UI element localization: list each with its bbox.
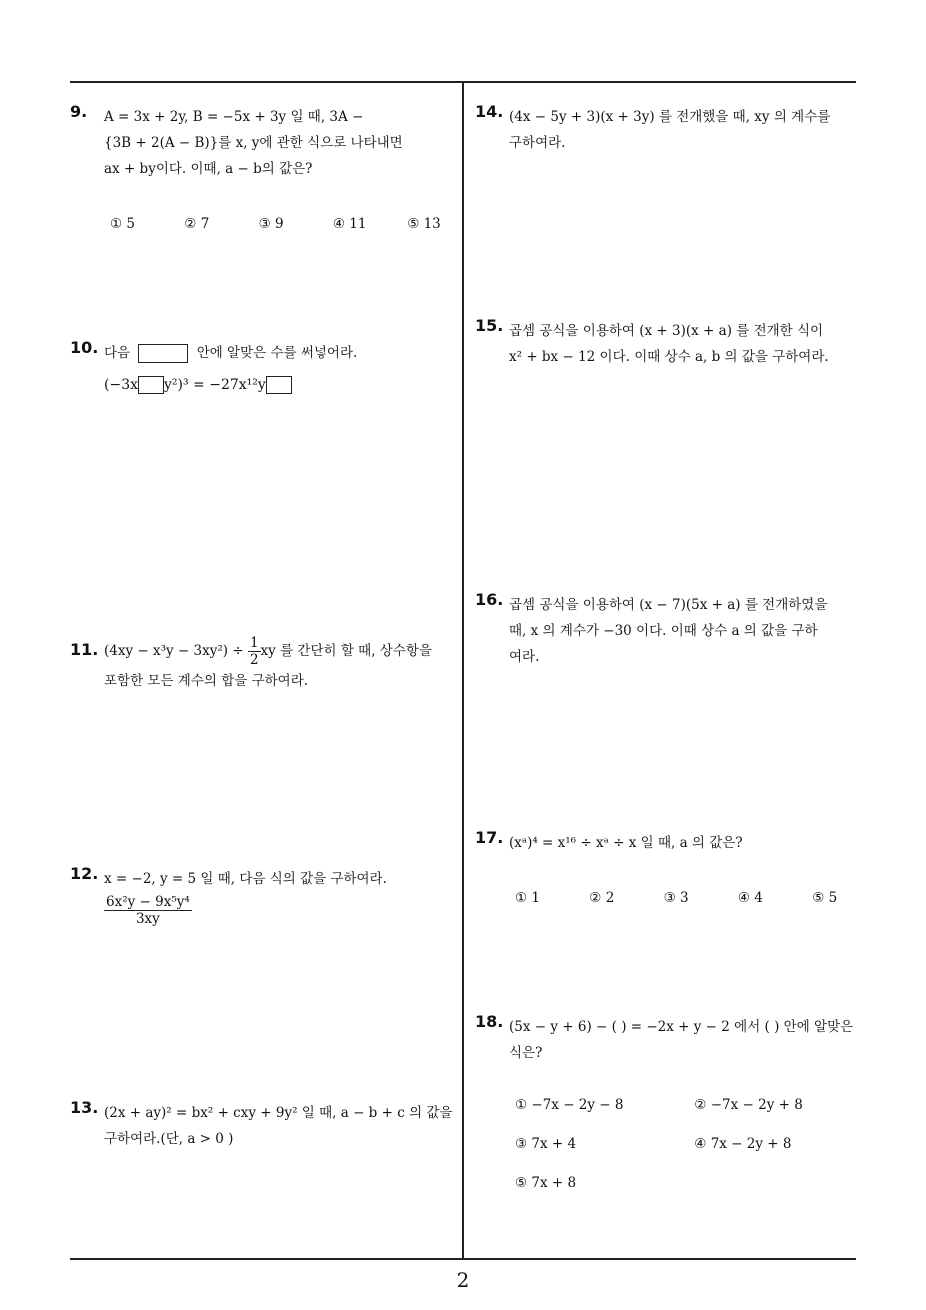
bottom-rule (70, 1258, 856, 1260)
choice-3[interactable]: ③ 7x + 4 (515, 1136, 577, 1152)
choice-4[interactable]: ④ 11 (332, 216, 367, 232)
expression-fraction (104, 894, 192, 927)
question-text-line: (xᵃ)⁴ = x¹⁶ ÷ xᵃ ÷ x 일 때, a 의 값은? (509, 835, 743, 851)
choice-5[interactable]: ⑤ 7x + 8 (515, 1175, 577, 1191)
question-number: 9. (70, 102, 88, 121)
question-text-line: 때, x 의 계수가 −30 이다. 이때 상수 a 의 값을 구하 (509, 623, 818, 639)
question-text-line: 구하여라.(단, a > 0 ) (104, 1131, 234, 1147)
question-text-line: x = −2, y = 5 일 때, 다음 식의 값을 구하여라. (104, 871, 387, 887)
choice-1[interactable]: ① 1 (515, 890, 540, 906)
choice-2[interactable]: ② 2 (589, 890, 615, 906)
question-number: 15. (475, 316, 504, 335)
question-number: 18. (475, 1012, 504, 1031)
choice-2[interactable]: ② −7x − 2y + 8 (694, 1097, 803, 1113)
question-text-line: 여라. (509, 649, 540, 665)
fraction-numerator: 1 (249, 635, 259, 651)
choice-3[interactable]: ③ 3 (663, 890, 689, 906)
choice-4[interactable]: ④ 4 (737, 890, 763, 906)
choice-3[interactable]: ③ 9 (258, 216, 284, 232)
question-number: 10. (70, 338, 99, 357)
question-text-line: 곱셈 공식을 이용하여 (x + 3)(x + a) 를 전개한 식이 (509, 323, 824, 339)
answer-box[interactable] (266, 376, 292, 394)
fraction-denominator: 3xy (135, 911, 160, 927)
question-text-line: x² + bx − 12 이다. 이때 상수 a, b 의 값을 구하여라. (509, 349, 829, 365)
fraction-denominator: 2 (249, 652, 259, 668)
choice-4[interactable]: ④ 7x − 2y + 8 (694, 1136, 792, 1152)
answer-box-icon (138, 344, 188, 363)
question-text: (4xy − x³y − 3xy²) ÷ (104, 643, 244, 659)
answer-choices (515, 1097, 803, 1113)
fraction-numerator: 6x²y − 9x⁵y⁴ (106, 894, 190, 910)
question-text-line: (5x − y + 6) − ( ) = −2x + y − 2 에서 ( ) 안에 알맞은 (509, 1019, 854, 1035)
question-number: 16. (475, 590, 504, 609)
choice-2[interactable]: ② 7 (184, 216, 210, 232)
question-number: 14. (475, 102, 504, 121)
question-text-line: ax + by이다. 이때, a − b의 값은? (104, 161, 313, 177)
equation-part: y²)³ = −27x¹²y (164, 377, 266, 393)
question-text: 안에 알맞은 수를 써넣어라. (196, 345, 358, 361)
question-number: 17. (475, 828, 504, 847)
choice-5[interactable]: ⑤ 5 (812, 890, 838, 906)
answer-choices (110, 216, 441, 232)
question-number: 12. (70, 864, 99, 883)
choice-1[interactable]: ① −7x − 2y − 8 (515, 1097, 624, 1113)
answer-choices (515, 1175, 576, 1191)
question-text-line: 포함한 모든 계수의 합을 구하여라. (104, 673, 309, 689)
question-text-line: 식은? (509, 1045, 543, 1061)
choice-5[interactable]: ⑤ 13 (407, 216, 441, 232)
question-text-line: (4x − 5y + 3)(x + 3y) 를 전개했을 때, xy 의 계수를 (509, 109, 831, 125)
question-text-line: (2x + ay)² = bx² + cxy + 9y² 일 때, a − b + c 의 값을 (104, 1105, 453, 1121)
question-text-line: 구하여라. (509, 135, 566, 151)
column-divider (462, 82, 464, 1259)
answer-choices (515, 1136, 792, 1152)
question-text-line: A = 3x + 2y, B = −5x + 3y 일 때, 3A − (104, 109, 364, 125)
choice-1[interactable]: ① 5 (110, 216, 135, 232)
answer-box[interactable] (138, 376, 164, 394)
fraction (248, 635, 261, 668)
question-text: xy 를 간단히 할 때, 상수항을 (260, 643, 432, 659)
question-text-line: {3B + 2(A − B)}를 x, y에 관한 식으로 나타내면 (104, 135, 403, 151)
question-text-line: 곱셈 공식을 이용하여 (x − 7)(5x + a) 를 전개하였을 (509, 597, 828, 613)
page-number: 2 (456, 1268, 470, 1292)
equation-part: (−3x (104, 377, 138, 393)
question-number: 13. (70, 1098, 99, 1117)
answer-choices (515, 890, 837, 906)
question-number: 11. (70, 640, 99, 659)
question-text: 다음 (104, 345, 131, 361)
